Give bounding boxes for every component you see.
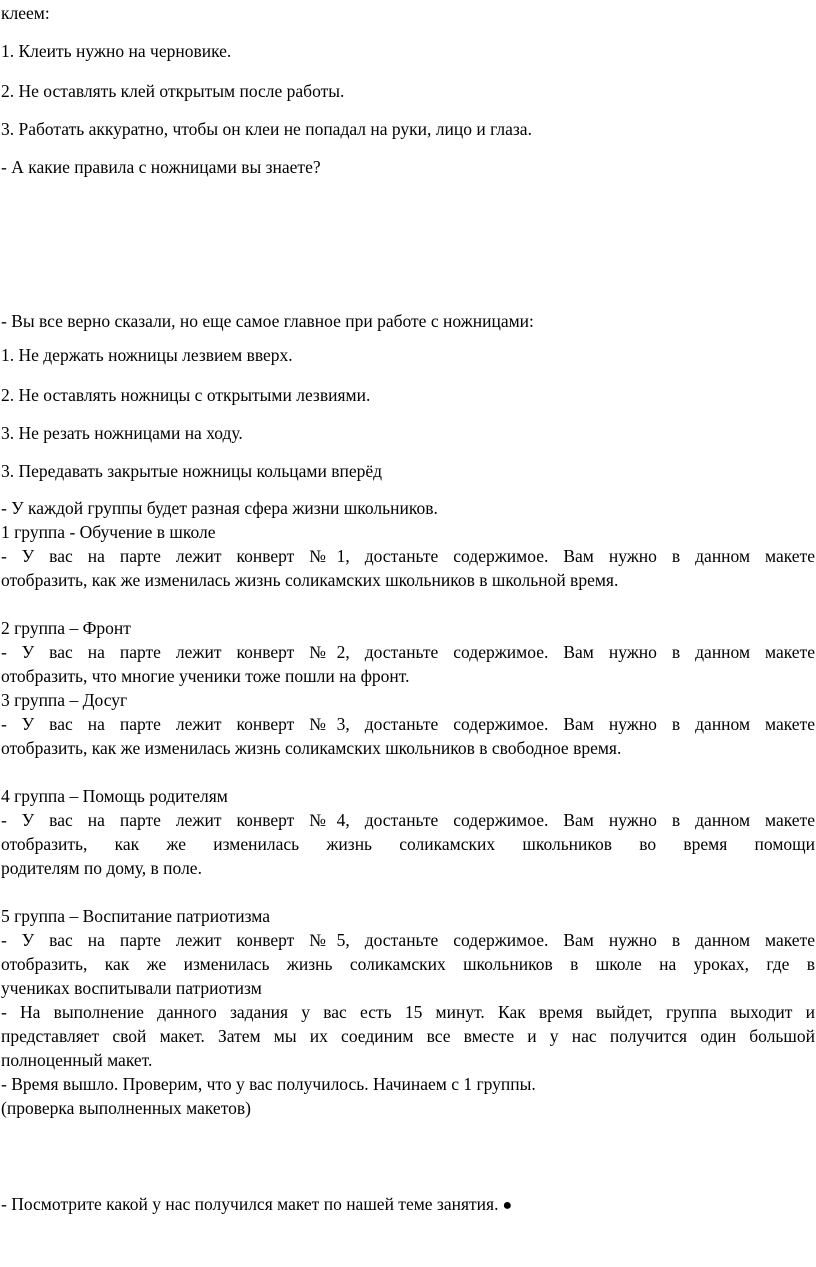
group-1-task-line-1: - У вас на парте лежит конверт №1, достаньте содержимое. Вам нужно в данном макете — [1, 546, 815, 566]
glue-rule-3: 3. Работать аккуратно, чтобы он клеи не попадал на руки, лицо и глаза. — [1, 119, 532, 139]
closing-text: - Посмотрите какой у нас получился макет по нашей теме занятия. — [1, 1194, 499, 1214]
group-3-task-line-2: отобразить, как же изменилась жизнь соликамских школьников в свободное время. — [1, 738, 622, 758]
scissors-intro: - Вы все верно сказали, но еще самое главное при работе с ножницами: — [1, 311, 534, 331]
scissors-rule-3: 3. Не резать ножницами на ходу. — [1, 423, 243, 443]
group-4-task-line-3: родителям по дому, в поле. — [1, 858, 202, 878]
group-5-task-line-3: учениках воспитывали патриотизм — [1, 978, 262, 998]
scissors-rule-2: 2. Не оставлять ножницы с открытыми лезвиями. — [1, 385, 371, 405]
bullet-icon: ● — [502, 1197, 513, 1214]
scissors-rule-1: 1. Не держать ножницы лезвием вверх. — [1, 345, 293, 365]
group-3-task-line-1: - У вас на парте лежит конверт №3, достаньте содержимое. Вам нужно в данном макете — [1, 714, 815, 734]
group-1-task-line-2: отобразить, как же изменилась жизнь соликамских школьников в школьной время. — [1, 570, 619, 590]
group-4-task-line-1: - У вас на парте лежит конверт №4, достаньте содержимое. Вам нужно в данном макете — [1, 810, 815, 830]
scissors-rule-4: 3. Передавать закрытые ножницы кольцами вперёд — [1, 461, 383, 481]
group-2-task-line-2: отобразить, что многие ученики тоже пошли на фронт. — [1, 666, 410, 686]
group-1-title: 1 группа - Обучение в школе — [1, 522, 216, 542]
work-time-line-3: полноценный макет. — [1, 1050, 153, 1070]
glue-rule-1: 1. Клеить нужно на черновике. — [1, 41, 232, 61]
group-2-title: 2 группа – Фронт — [1, 618, 131, 638]
check-note: (проверка выполненных макетов) — [1, 1098, 251, 1118]
work-time-line-1: - На выполнение данного задания у вас есть 15 минут. Как время выйдет, группа выходит и — [1, 1002, 815, 1022]
closing-line — [1, 1193, 512, 1217]
group-5-title: 5 группа – Воспитание патриотизма — [1, 906, 271, 926]
time-up-line: - Время вышло. Проверим, что у вас получилось. Начинаем с 1 группы. — [1, 1074, 536, 1094]
work-time-line-2: представляет свой макет. Затем мы их соединим все вместе и у нас получится один большой — [1, 1026, 815, 1046]
group-4-task-line-2: отобразить, как же изменилась жизнь соликамских школьников во время помощи — [1, 834, 815, 854]
glue-intro-tail: клеем: — [1, 3, 50, 23]
scissors-question: - А какие правила с ножницами вы знаете? — [1, 157, 321, 177]
group-4-title: 4 группа – Помощь родителям — [1, 786, 228, 806]
group-2-task-line-1: - У вас на парте лежит конверт №2, достаньте содержимое. Вам нужно в данном макете — [1, 642, 815, 662]
groups-intro: - У каждой группы будет разная сфера жизни школьников. — [1, 498, 438, 518]
glue-rule-2: 2. Не оставлять клей открытым после работы. — [1, 81, 345, 101]
group-5-task-line-1: - У вас на парте лежит конверт №5, достаньте содержимое. Вам нужно в данном макете — [1, 930, 815, 950]
group-3-title: 3 группа – Досуг — [1, 690, 128, 710]
group-5-task-line-2: отобразить, как же изменилась жизнь соликамских школьников в школе на уроках, где в — [1, 954, 815, 974]
